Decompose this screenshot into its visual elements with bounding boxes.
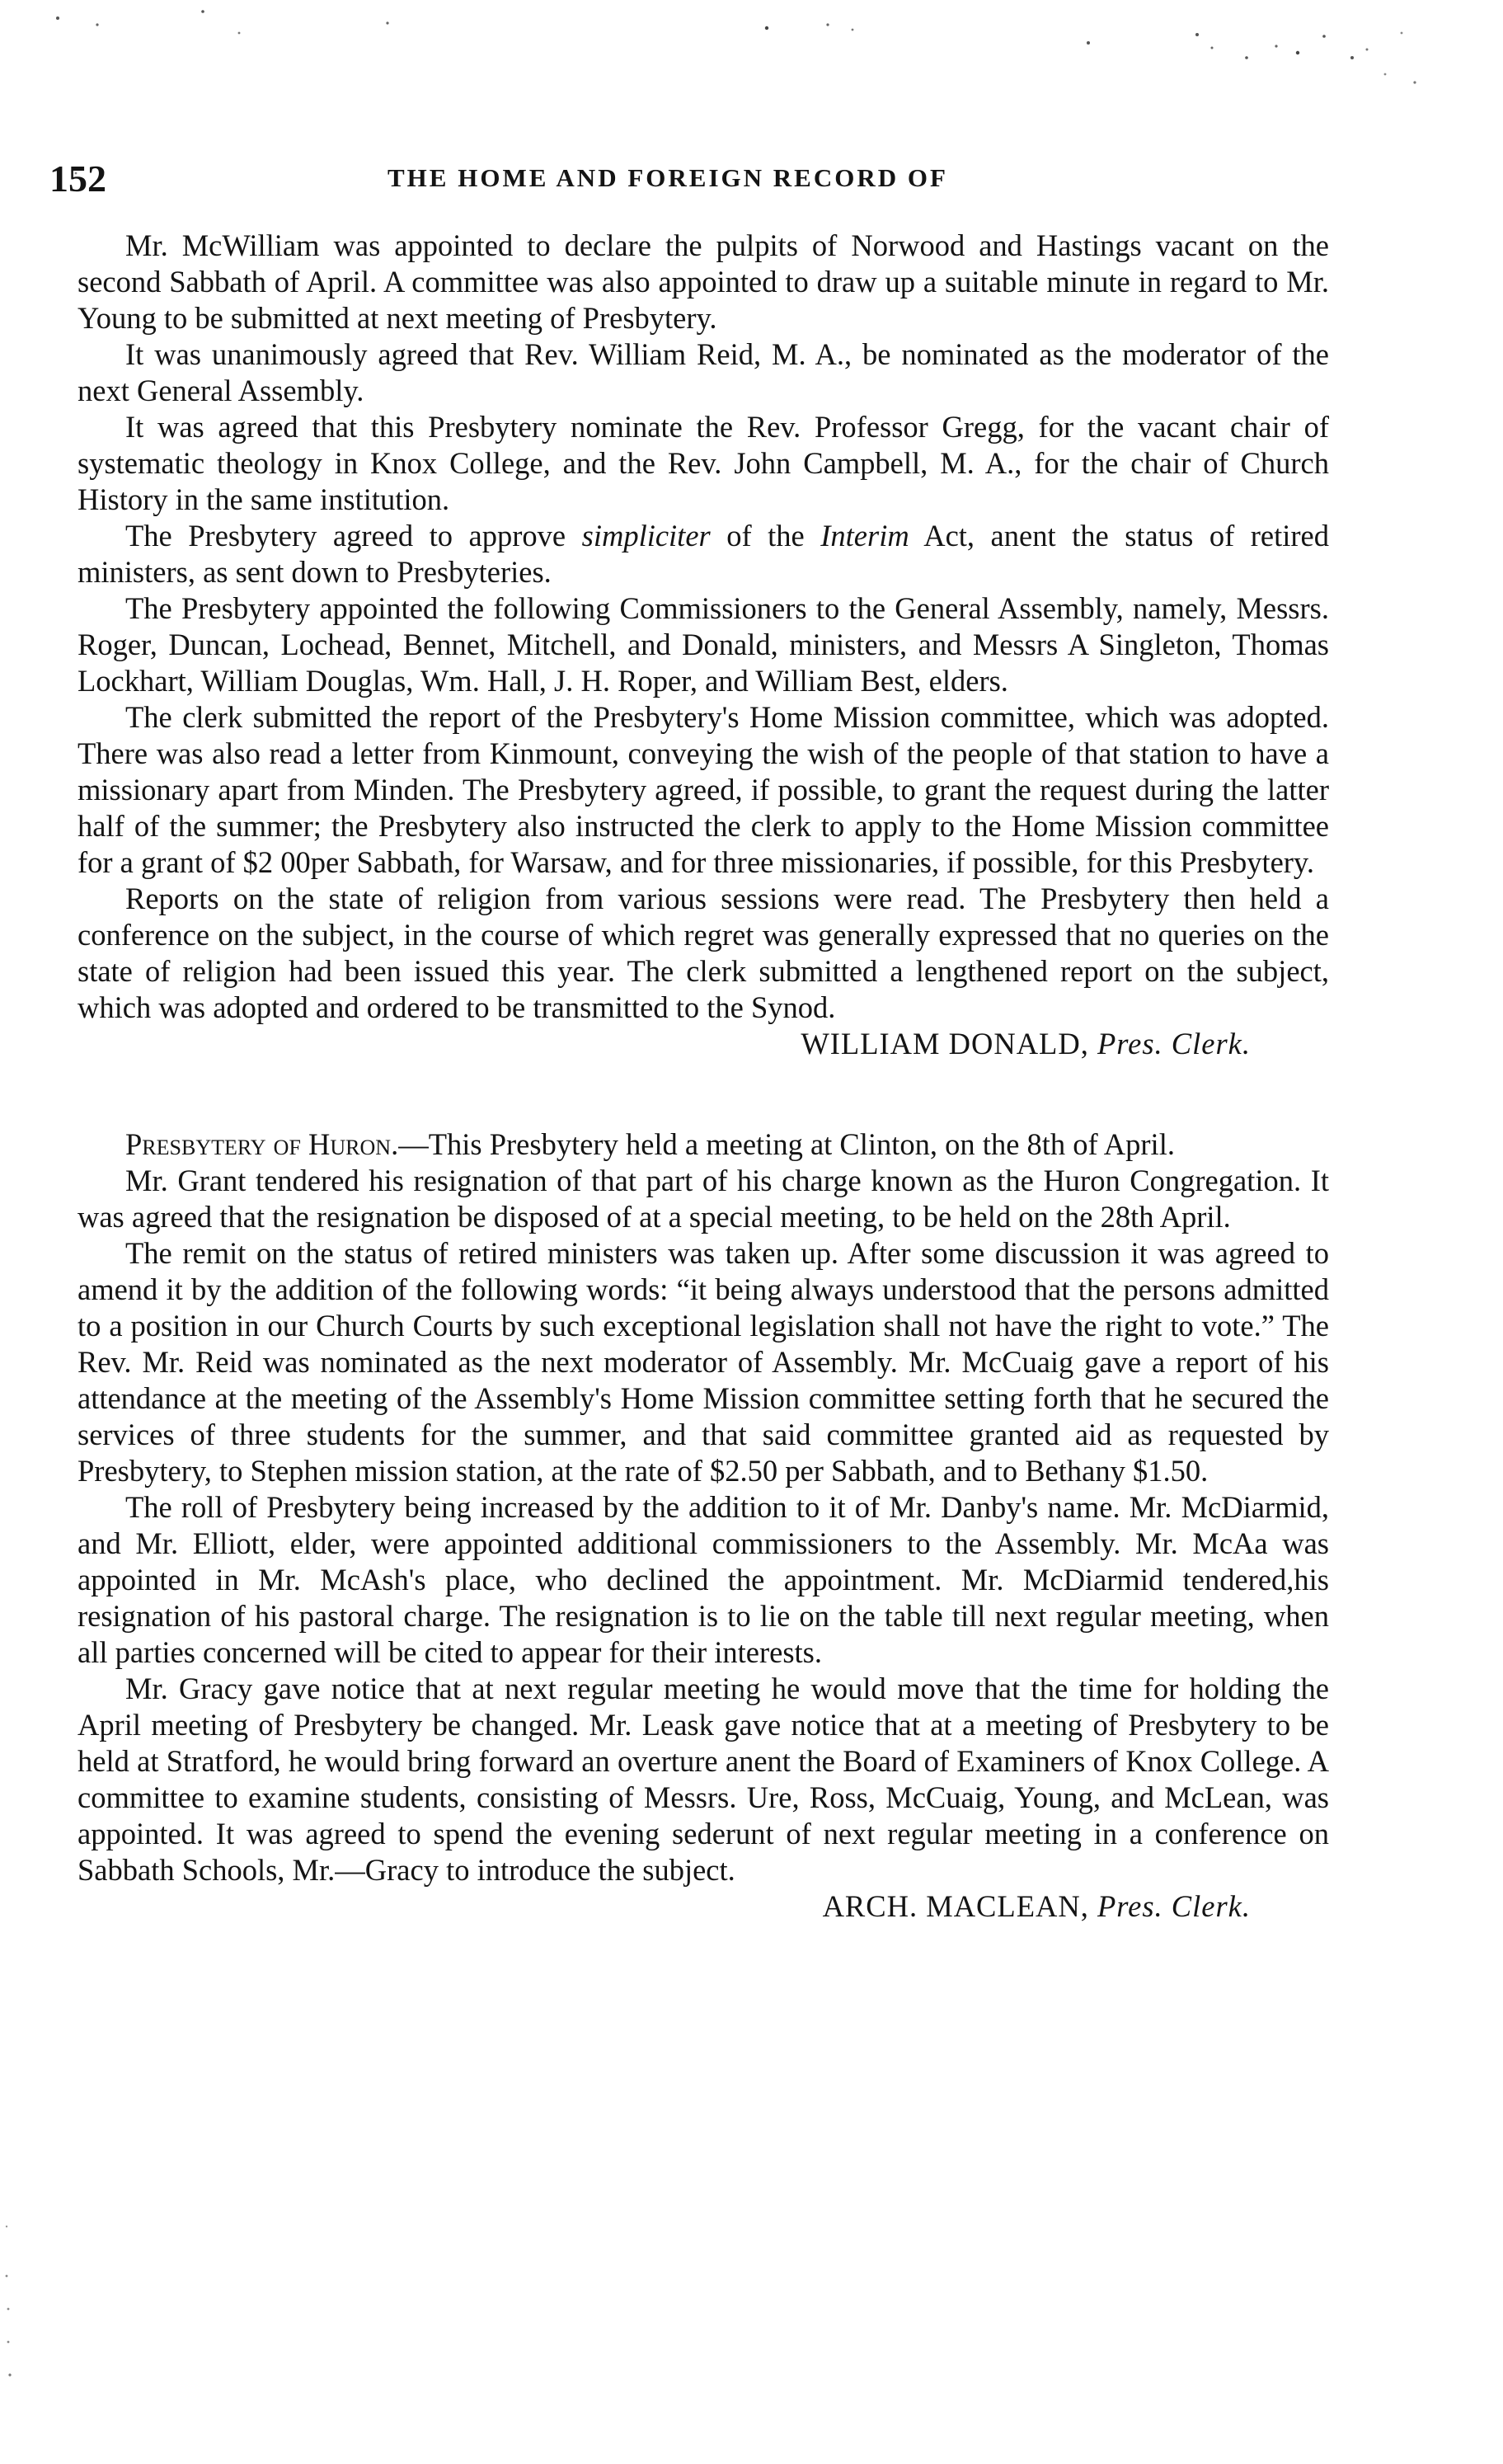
italic-run: simpliciter bbox=[581, 519, 711, 553]
text-run: of the bbox=[710, 519, 821, 553]
section-presbytery-of-huron bbox=[77, 1126, 1329, 1925]
article-body bbox=[77, 228, 1329, 1925]
paragraph: The roll of Presbytery being increased by the addition to it of Mr. Danby's name. Mr. McDiarmid, and Mr. Elliott, elder, were appointed additional commissioners to the Assembly. Mr. McAa was appointed in Mr. McAsh's place, who declined the appointment. Mr. McDiarmid tendered,his resignation of his pastoral charge. The resignation is to lie on the table till next regular meeting, when all parties concerned will be cited to appear for their interests. bbox=[77, 1490, 1329, 1669]
section-heading-paragraph bbox=[77, 1126, 1329, 1163]
page-number: 152 bbox=[49, 158, 106, 200]
section-heading: Presbytery of Huron. bbox=[125, 1127, 399, 1161]
paragraph: Mr. McWilliam was appointed to declare the pulpits of Norwood and Hastings vacant on the second Sabbath of April. A committee was also appointed to draw up a suitable minute in regard to Mr. Young to be submitted at next meeting of Presbytery. bbox=[77, 228, 1329, 335]
section-divider-space bbox=[77, 1062, 1329, 1126]
signature-clerk bbox=[77, 1888, 1329, 1925]
italic-run: Interim bbox=[820, 519, 909, 553]
running-title: THE HOME AND FOREIGN RECORD OF bbox=[387, 163, 948, 192]
page-header bbox=[49, 157, 1336, 206]
paragraph-interim-act bbox=[77, 518, 1329, 590]
paragraph: The Presbytery appointed the following Commissioners to the General Assembly, namely, Messrs. Roger, Duncan, Lochead, Bennet, Mitchell, and Donald, ministers, and Messrs A Singleton, Thomas Lockhart, William Douglas, Wm. Hall, J. H. Roper, and William Best, elders. bbox=[77, 591, 1329, 698]
signature-title: Pres. Clerk. bbox=[1097, 1889, 1251, 1923]
paragraph: Mr. Grant tendered his resignation of that part of his charge known as the Huron Congregation. It was agreed that the resignation be disposed of at a special meeting, to be held on the 28th April. bbox=[77, 1164, 1329, 1234]
section-presbytery-minutes bbox=[77, 228, 1329, 1062]
paragraph: The remit on the status of retired ministers was taken up. After some discussion it was agreed to amend it by the addition of the following words: “it being always understood that the persons admitted to a position in our Church Courts by such exceptional legislation shall not have the right to vote.” The Rev. Mr. Reid was nominated as the next moderator of Assembly. Mr. McCuaig gave a report of his attendance at the meeting of the Assembly's Home Mission committee setting forth that he secured the services of three students for the summer, and that said committee granted aid as requested by Presbytery, to Stephen mission station, at the rate of $2.50 per Sabbath, and to Bethany $1.50. bbox=[77, 1236, 1329, 1488]
signature-name: WILLIAM DONALD, bbox=[801, 1027, 1097, 1060]
signature-clerk bbox=[77, 1026, 1329, 1062]
paragraph: It was agreed that this Presbytery nominate the Rev. Professor Gregg, for the vacant chair of systematic theology in Knox College, and the Rev. John Campbell, M. A., for the chair of Church History in the same institution. bbox=[77, 410, 1329, 516]
paragraph: It was unanimously agreed that Rev. William Reid, M. A., be nominated as the moderator of the next General Assembly. bbox=[77, 337, 1329, 407]
text-run: The Presbytery agreed to approve bbox=[125, 519, 582, 553]
signature-name: ARCH. MACLEAN, bbox=[822, 1889, 1097, 1923]
paragraph: Reports on the state of religion from various sessions were read. The Presbytery then held a conference on the subject, in the course of which regret was generally expressed that no queries on the state of religion had been issued this year. The clerk submitted a lengthened report on the subject, which was adopted and ordered to be transmitted to the Synod. bbox=[77, 882, 1329, 1024]
paragraph: The clerk submitted the report of the Presbytery's Home Mission committee, which was adopted. There was also read a letter from Kinmount, conveying the wish of the people of that station to have a missionary apart from Minden. The Presbytery agreed, if possible, to grant the request during the latter half of the summer; the Presbytery also instructed the clerk to apply to the Home Mission committee for a grant of $2 00per Sabbath, for Warsaw, and for three missionaries, if possible, for this Presbytery. bbox=[77, 700, 1329, 879]
paragraph: Mr. Gracy gave notice that at next regular meeting he would move that the time for holding the April meeting of Presbytery be changed. Mr. Leask gave notice that at a meeting of Presbytery to be held at Stratford, he would bring forward an overture anent the Board of Examiners of Knox College. A committee to examine students, consisting of Messrs. Ure, Ross, McCuaig, Young, and McLean, was appointed. It was agreed to spend the evening sederunt of next regular meeting in a conference on Sabbath Schools, Mr.—Gracy to introduce the subject. bbox=[77, 1672, 1329, 1887]
signature-title: Pres. Clerk. bbox=[1097, 1027, 1251, 1060]
text-run: —This Presbytery held a meeting at Clinton, on the 8th of April. bbox=[398, 1127, 1175, 1161]
text-run: Act, anent the status of retired ministers, as sent down to Presbyteries. bbox=[77, 519, 1330, 589]
